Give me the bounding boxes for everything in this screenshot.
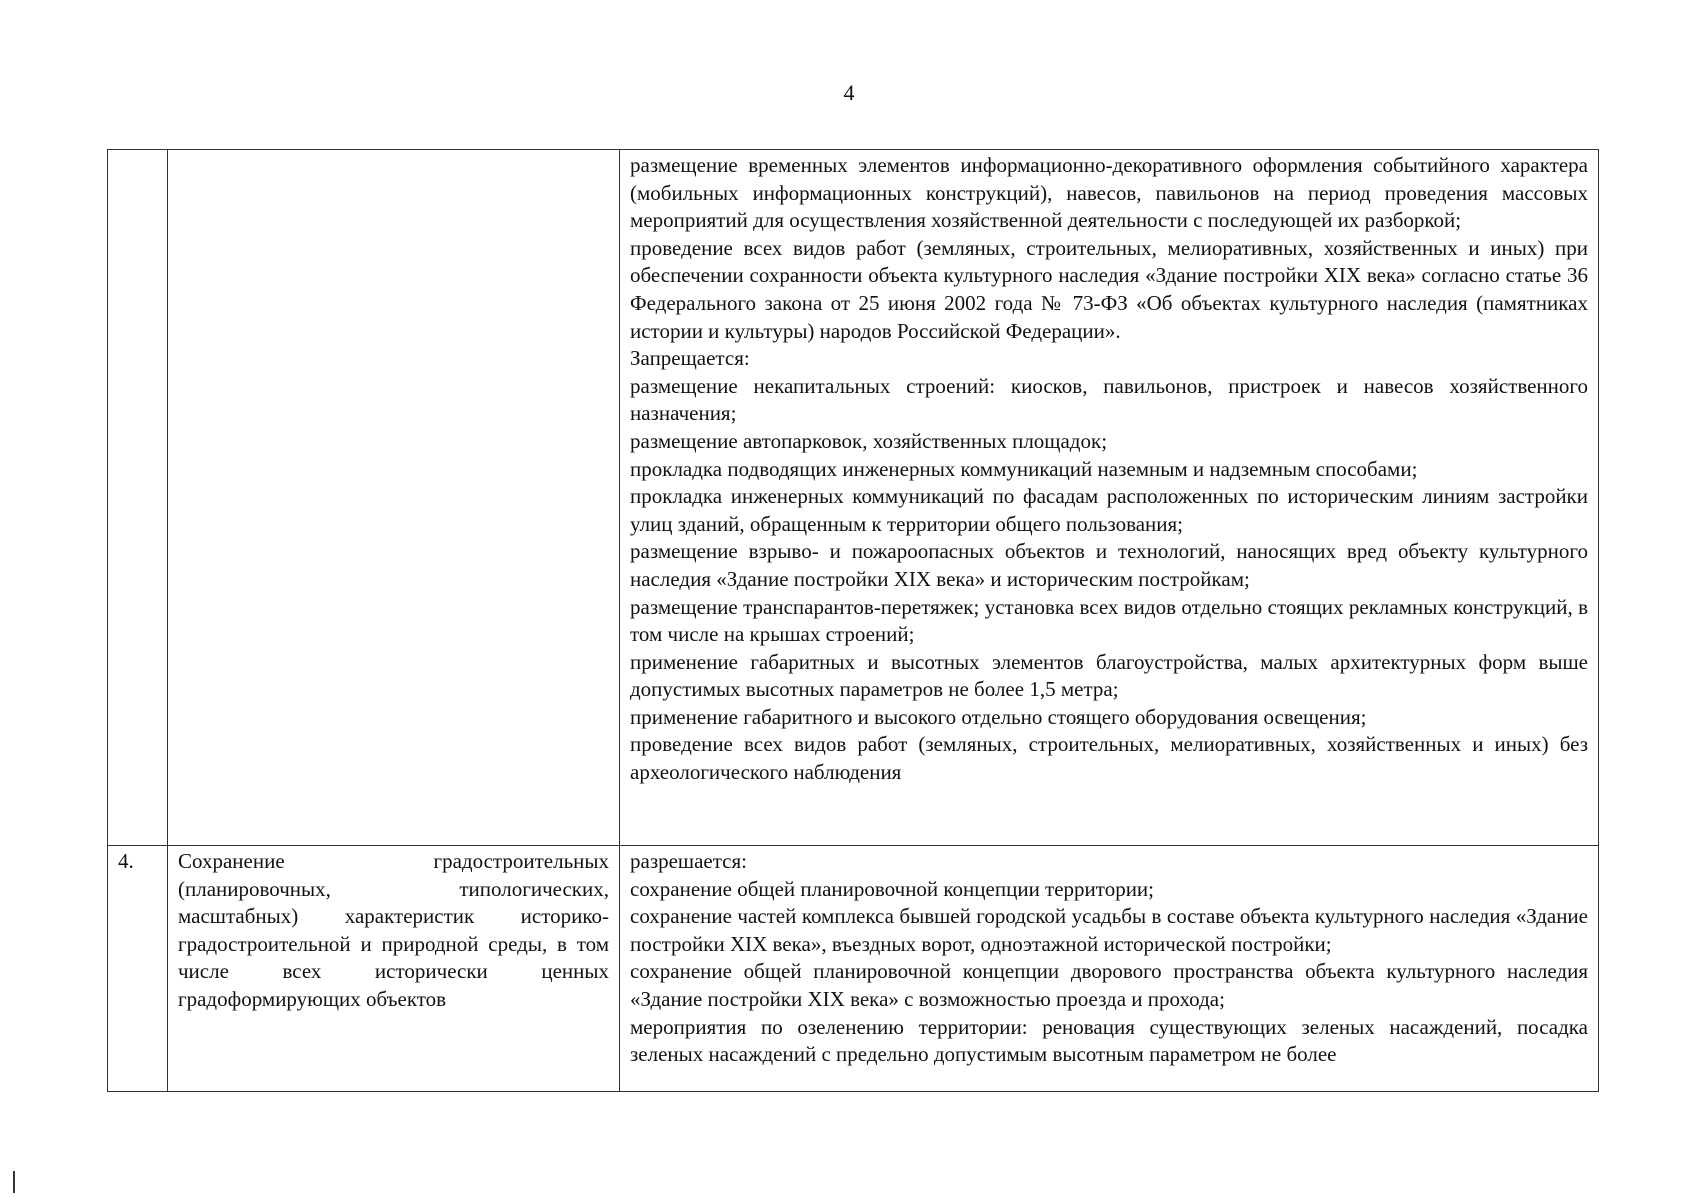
row-text-cell	[620, 150, 1599, 846]
paragraph: разрешается:	[630, 849, 747, 873]
paragraph: применение габаритных и высотных элементов благоустройства, малых архитектурных форм выше допустимых высотных параметров не более 1,5 метра;	[630, 649, 1588, 702]
paragraph: сохранение общей планировочной концепции территории;	[630, 876, 1155, 901]
paragraph: проведение всех видов работ (земляных, строительных, мелиоративных, хозяйственных и иных) без археологического наблюдения	[630, 732, 1588, 785]
paragraph: размещение некапитальных строений: киосков, павильонов, пристроек и навесов хозяйственного назначения;	[630, 373, 1588, 426]
regulations-table	[107, 149, 1599, 1092]
row-number-cell	[108, 150, 168, 846]
scan-edge-mark	[13, 1171, 15, 1193]
paragraph: проведение всех видов работ (земляных, строительных, мелиоративных, хозяйственных и иных) при обеспечении сохранности объекта культурного наследия «Здание постройки XIX века» согласно статье 36 Федерального закона от 25 июня 2002 года № 73-ФЗ «Об объектах культурного наследия (памятниках истории и культуры) народов Российской Федерации».	[630, 235, 1588, 343]
paragraph: сохранение общей планировочной концепции дворового пространства объекта культурного наследия «Здание постройки XIX века» с возможностью проезда и прохода;	[630, 959, 1588, 1011]
paragraph: Запрещается:	[630, 346, 750, 371]
table-row	[108, 150, 1599, 846]
paragraph: прокладка подводящих инженерных коммуникаций наземным и надземным способами;	[630, 456, 1418, 481]
paragraph: размещение автопарковок, хозяйственных площадок;	[630, 428, 1108, 453]
paragraph: применение габаритного и высокого отдельно стоящего оборудования освещения;	[630, 704, 1367, 729]
row-name-cell: Сохранение градостроительных (планировочных, типологических, масштабных) характеристик историко-градостроительной и природной среды, в том числе всех исторически ценных градоформирующих объектов	[168, 846, 620, 1092]
row-text-cell	[620, 846, 1599, 1092]
paragraph: мероприятия по озеленению территории: реновация существующих зеленых насаждений, посадка зеленых насаждений с предельно допустимым высотным параметром не более	[630, 1014, 1588, 1067]
paragraph: сохранение частей комплекса бывшей городской усадьбы в составе объекта культурного наследия «Здание постройки XIX века», въездных ворот, одноэтажной исторической постройки;	[630, 904, 1588, 956]
row-name-cell	[168, 150, 620, 846]
paragraph: размещение транспарантов-перетяжек; установка всех видов отдельно стоящих рекламных конструкций, в том числе на крышах строений;	[630, 594, 1588, 647]
paragraph: размещение временных элементов информационно-декоративного оформления событийного характера (мобильных информационных конструкций), навесов, павильонов на период проведения массовых мероприятий для осуществления хозяйственной деятельности с последующей их разборкой;	[630, 153, 1588, 233]
paragraph: размещение взрыво- и пожароопасных объектов и технологий, наносящих вред объекту культурного наследия «Здание постройки XIX века» и историческим постройкам;	[630, 539, 1588, 591]
row-number-cell: 4.	[108, 846, 168, 1092]
paragraph: прокладка инженерных коммуникаций по фасадам расположенных по историческим линиям застройки улиц зданий, обращенным к территории общего пользования;	[630, 484, 1588, 536]
page-number: 4	[843, 80, 855, 105]
table-row	[108, 846, 1599, 1092]
